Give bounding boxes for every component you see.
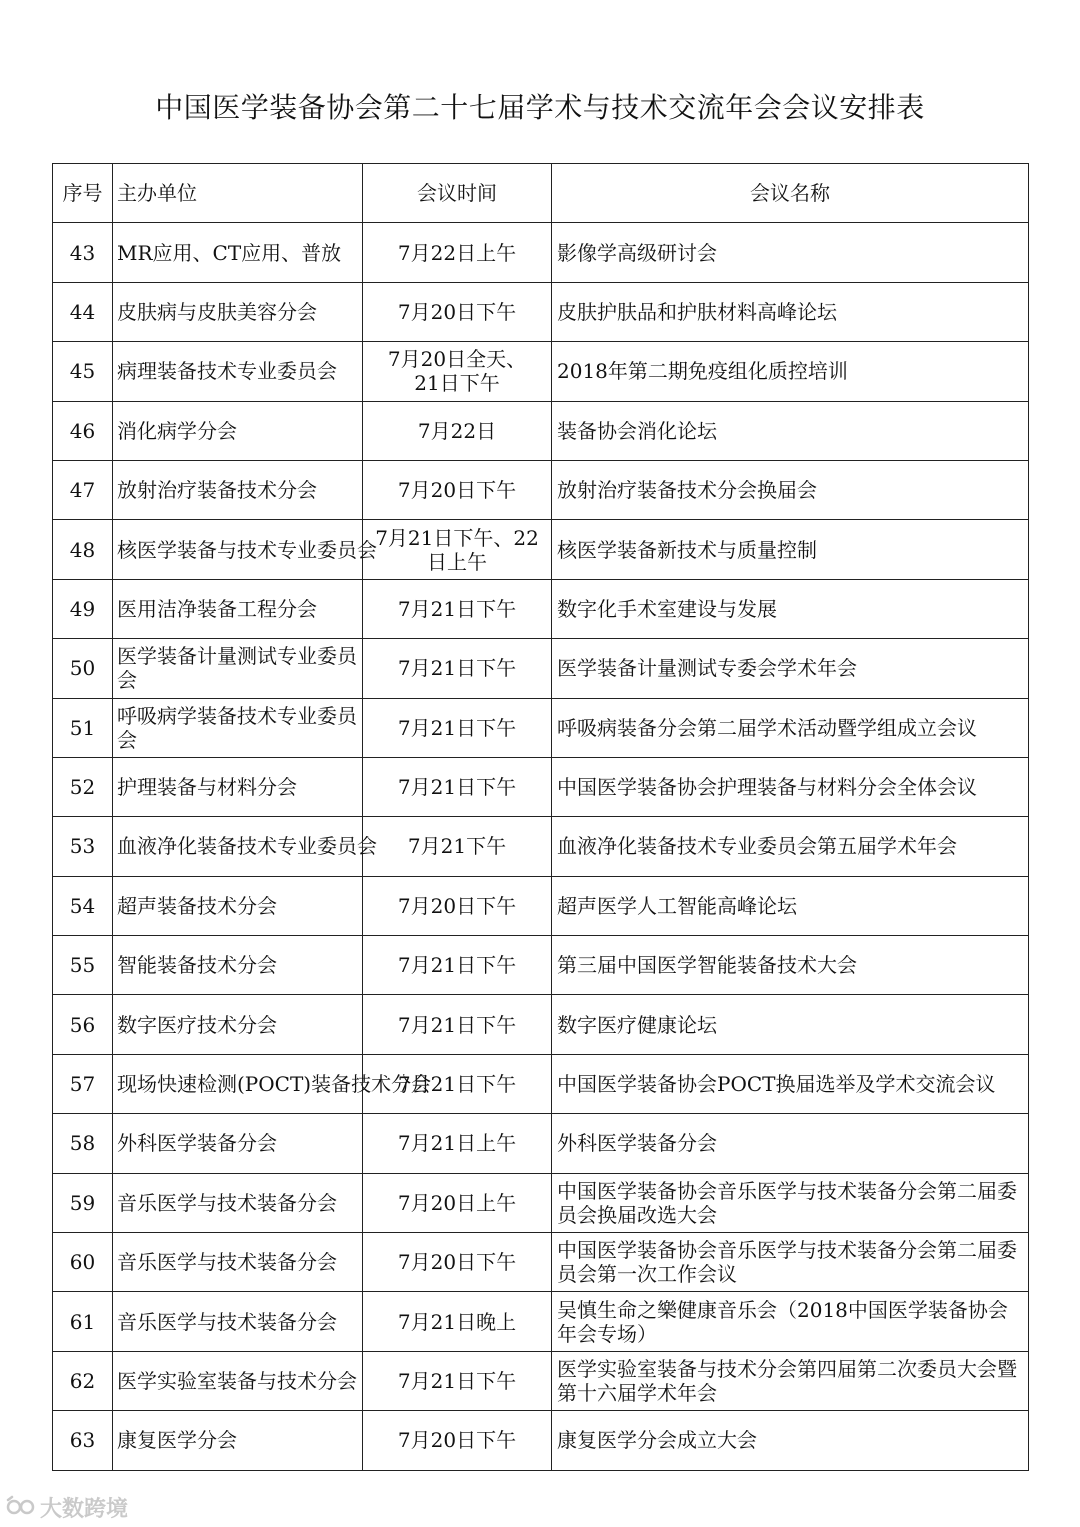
row-meeting-name: 2018年第二期免疫组化质控培训 xyxy=(552,342,1029,401)
row-meeting-name: 血液净化装备技术专业委员会第五届学术年会 xyxy=(552,817,1029,876)
row-meeting-time: 7月22日 xyxy=(363,401,552,460)
row-meeting-name: 放射治疗装备技术分会换届会 xyxy=(552,460,1029,519)
row-meeting-time: 7月21日下午、22 日上午 xyxy=(363,520,552,579)
row-meeting-time: 7月20日下午 xyxy=(363,876,552,935)
row-meeting-name: 第三届中国医学智能装备技术大会 xyxy=(552,936,1029,995)
table-row xyxy=(53,1173,1029,1232)
table-row xyxy=(53,579,1029,638)
row-meeting-name: 装备协会消化论坛 xyxy=(552,401,1029,460)
header-name: 会议名称 xyxy=(552,164,1029,223)
row-meeting-name: 中国医学装备协会POCT换届选举及学术交流会议 xyxy=(552,1054,1029,1113)
row-number: 53 xyxy=(53,817,113,876)
watermark xyxy=(6,1493,128,1521)
table-row xyxy=(53,223,1029,282)
row-organizer: 音乐医学与技术装备分会 xyxy=(113,1292,363,1351)
row-number: 54 xyxy=(53,876,113,935)
row-number: 51 xyxy=(53,698,113,757)
row-number: 63 xyxy=(53,1411,113,1470)
table-row xyxy=(53,817,1029,876)
row-number: 61 xyxy=(53,1292,113,1351)
row-meeting-time: 7月21日下午 xyxy=(363,639,552,698)
row-meeting-name: 超声医学人工智能高峰论坛 xyxy=(552,876,1029,935)
row-number: 45 xyxy=(53,342,113,401)
table-row xyxy=(53,460,1029,519)
table-row xyxy=(53,639,1029,698)
row-organizer: 皮肤病与皮肤美容分会 xyxy=(113,282,363,341)
row-meeting-name: 数字化手术室建设与发展 xyxy=(552,579,1029,638)
row-number: 44 xyxy=(53,282,113,341)
table-row xyxy=(53,401,1029,460)
logo-icon xyxy=(6,1496,36,1518)
table-row xyxy=(53,1351,1029,1410)
table-row xyxy=(53,1411,1029,1470)
row-number: 52 xyxy=(53,757,113,816)
row-organizer: 消化病学分会 xyxy=(113,401,363,460)
row-meeting-time: 7月21下午 xyxy=(363,817,552,876)
row-number: 50 xyxy=(53,639,113,698)
row-meeting-name: 医学实验室装备与技术分会第四届第二次委员大会暨第十六届学术年会 xyxy=(552,1351,1029,1410)
row-meeting-name: 康复医学分会成立大会 xyxy=(552,1411,1029,1470)
row-meeting-time: 7月20日下午 xyxy=(363,1233,552,1292)
row-organizer: 核医学装备与技术专业委员会 xyxy=(113,520,363,579)
table-row xyxy=(53,520,1029,579)
row-meeting-name: 核医学装备新技术与质量控制 xyxy=(552,520,1029,579)
row-meeting-name: 影像学高级研讨会 xyxy=(552,223,1029,282)
table-row xyxy=(53,936,1029,995)
row-organizer: 病理装备技术专业委员会 xyxy=(113,342,363,401)
row-meeting-time: 7月20日全天、 21日下午 xyxy=(363,342,552,401)
row-meeting-time: 7月21日下午 xyxy=(363,995,552,1054)
row-meeting-time: 7月21日下午 xyxy=(363,579,552,638)
row-meeting-time: 7月21日下午 xyxy=(363,698,552,757)
table-row xyxy=(53,1292,1029,1351)
row-meeting-time: 7月21日下午 xyxy=(363,1054,552,1113)
header-no: 序号 xyxy=(53,164,113,223)
row-organizer: 康复医学分会 xyxy=(113,1411,363,1470)
row-number: 62 xyxy=(53,1351,113,1410)
row-meeting-time: 7月22日上午 xyxy=(363,223,552,282)
row-number: 57 xyxy=(53,1054,113,1113)
row-number: 48 xyxy=(53,520,113,579)
row-number: 59 xyxy=(53,1173,113,1232)
table-row xyxy=(53,757,1029,816)
table-row xyxy=(53,1114,1029,1173)
schedule-table xyxy=(52,163,1029,1471)
row-meeting-name: 中国医学装备协会音乐医学与技术装备分会第二届委员会换届改选大会 xyxy=(552,1173,1029,1232)
row-organizer: 呼吸病学装备技术专业委员会 xyxy=(113,698,363,757)
row-meeting-time: 7月20日下午 xyxy=(363,460,552,519)
page-title: 中国医学装备协会第二十七届学术与技术交流年会会议安排表 xyxy=(155,91,925,124)
header-org: 主办单位 xyxy=(113,164,363,223)
table-row xyxy=(53,995,1029,1054)
row-organizer: MR应用、CT应用、普放 xyxy=(113,223,363,282)
row-meeting-time: 7月21日下午 xyxy=(363,757,552,816)
table-body xyxy=(53,223,1029,1470)
row-organizer: 外科医学装备分会 xyxy=(113,1114,363,1173)
row-organizer: 血液净化装备技术专业委员会 xyxy=(113,817,363,876)
row-meeting-time: 7月21日上午 xyxy=(363,1114,552,1173)
row-meeting-name: 数字医疗健康论坛 xyxy=(552,995,1029,1054)
row-number: 47 xyxy=(53,460,113,519)
row-organizer: 护理装备与材料分会 xyxy=(113,757,363,816)
row-organizer: 医学装备计量测试专业委员会 xyxy=(113,639,363,698)
row-organizer: 放射治疗装备技术分会 xyxy=(113,460,363,519)
row-meeting-name: 医学装备计量测试专委会学术年会 xyxy=(552,639,1029,698)
row-number: 58 xyxy=(53,1114,113,1173)
row-meeting-name: 吴慎生命之樂健康音乐会（2018中国医学装备协会年会专场） xyxy=(552,1292,1029,1351)
table-row xyxy=(53,1233,1029,1292)
row-number: 46 xyxy=(53,401,113,460)
row-organizer: 数字医疗技术分会 xyxy=(113,995,363,1054)
row-organizer: 音乐医学与技术装备分会 xyxy=(113,1173,363,1232)
table-row xyxy=(53,876,1029,935)
row-meeting-time: 7月20日上午 xyxy=(363,1173,552,1232)
row-meeting-name: 呼吸病装备分会第二届学术活动暨学组成立会议 xyxy=(552,698,1029,757)
table-header-row xyxy=(53,164,1029,223)
row-meeting-time: 7月21日下午 xyxy=(363,936,552,995)
row-meeting-time: 7月20日下午 xyxy=(363,282,552,341)
header-time: 会议时间 xyxy=(363,164,552,223)
row-meeting-name: 中国医学装备协会护理装备与材料分会全体会议 xyxy=(552,757,1029,816)
row-number: 49 xyxy=(53,579,113,638)
row-organizer: 现场快速检测(POCT)装备技术分会 xyxy=(113,1054,363,1113)
row-number: 55 xyxy=(53,936,113,995)
row-meeting-name: 皮肤护肤品和护肤材料高峰论坛 xyxy=(552,282,1029,341)
row-organizer: 医学实验室装备与技术分会 xyxy=(113,1351,363,1410)
row-meeting-time: 7月21日下午 xyxy=(363,1351,552,1410)
row-number: 60 xyxy=(53,1233,113,1292)
table-row xyxy=(53,342,1029,401)
row-meeting-time: 7月21日晚上 xyxy=(363,1292,552,1351)
row-number: 43 xyxy=(53,223,113,282)
row-number: 56 xyxy=(53,995,113,1054)
row-meeting-name: 外科医学装备分会 xyxy=(552,1114,1029,1173)
row-organizer: 音乐医学与技术装备分会 xyxy=(113,1233,363,1292)
table-row xyxy=(53,1054,1029,1113)
table-row xyxy=(53,698,1029,757)
row-organizer: 超声装备技术分会 xyxy=(113,876,363,935)
row-organizer: 医用洁净装备工程分会 xyxy=(113,579,363,638)
row-organizer: 智能装备技术分会 xyxy=(113,936,363,995)
row-meeting-time: 7月20日下午 xyxy=(363,1411,552,1470)
table-row xyxy=(53,282,1029,341)
watermark-text: 大数跨境 xyxy=(40,1496,129,1522)
row-meeting-name: 中国医学装备协会音乐医学与技术装备分会第二届委员会第一次工作会议 xyxy=(552,1233,1029,1292)
